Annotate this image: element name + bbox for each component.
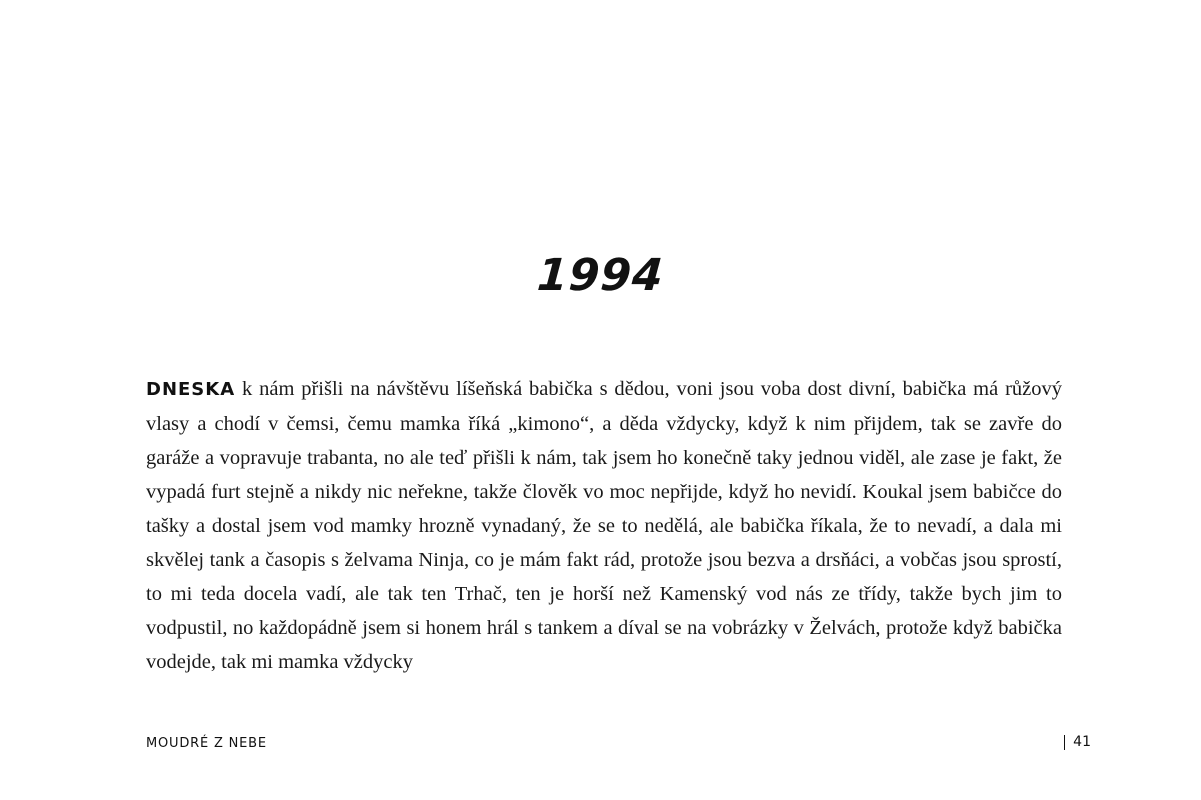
paragraph-text: k nám přišli na návštěvu líšeňská babička s dědou, voni jsou voba dost divní, babička má růžový vlasy a chodí v čemsi, čemu mamka říká „kimono“, a děda vždycky, když k nim přijdem, tak se zavře do garáže a vopravuje trabanta, no ale teď přišli k nám, tak jsem ho konečně taky jednou viděl, ale zase je fakt, že vypadá furt stejně a nikdy nic neřekne, takže člověk vo moc nepřijde, když ho nevidí. Koukal jsem babičce do tašky a dostal jsem vod mamky hrozně vynadaný, že se to nedělá, ale babička říkala, že to nevadí, a dala mi skvělej tank a časopis s želvama Ninja, co je mám fakt rád, protože jsou bezva a drsňáci, a vobčas jsou sprostí, to mi teda docela vadí, ale tak ten Trhač, ten je horší než Kamenský vod nás ze třídy, takže bych jim to vodpustil, no každopádně jsem si honem hrál s tankem a díval se na vobrázky v Želvách, protože když babička vodejde, tak mi mamka vždycky <box>146 378 1062 673</box>
footer-book-title: MOUDRÉ Z NEBE <box>146 736 267 751</box>
body-paragraph <box>146 372 1062 679</box>
page-number: 41 <box>1073 734 1091 750</box>
lead-word: DNESKA <box>146 379 236 400</box>
footer-page-indicator <box>1064 734 1091 750</box>
chapter-year-heading: 1994 <box>535 250 666 301</box>
page-separator <box>1064 735 1066 750</box>
